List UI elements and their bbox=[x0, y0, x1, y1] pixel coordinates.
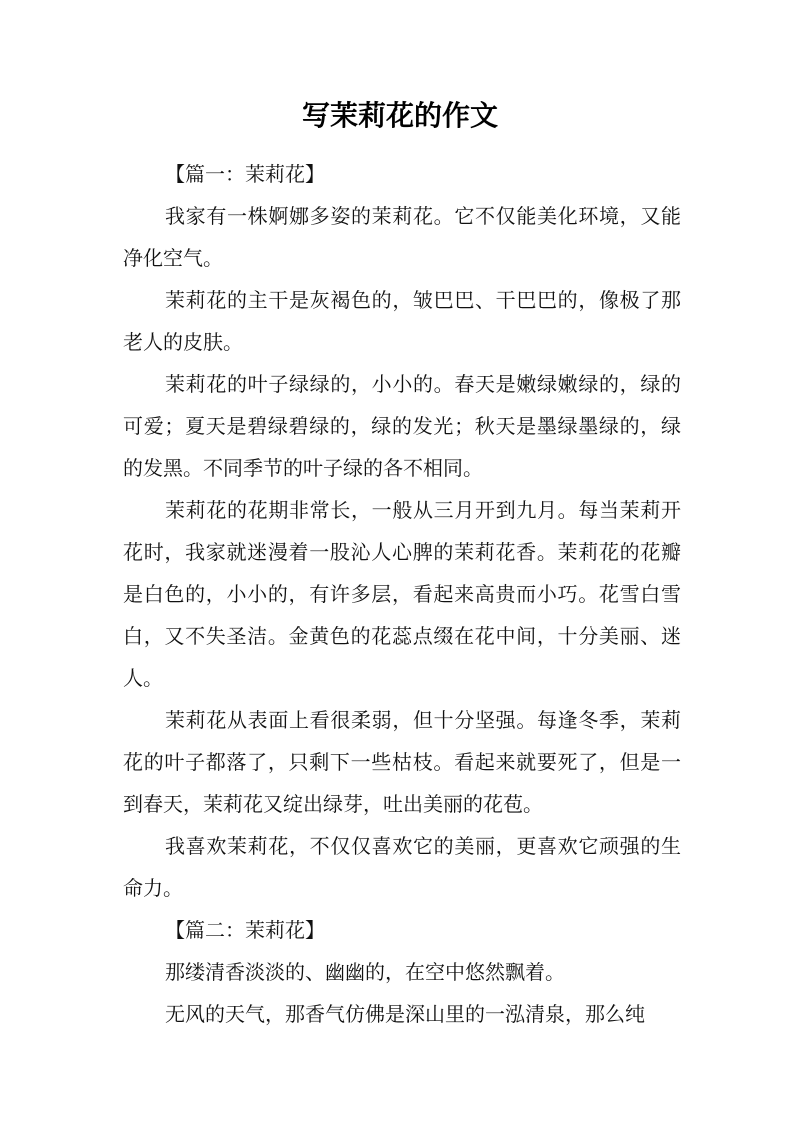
paragraph: 我家有一株婀娜多姿的茉莉花。它不仅能美化环境，又能净化空气。 bbox=[123, 204, 681, 270]
paragraph: 我喜欢茉莉花，不仅仅喜欢它的美丽，更喜欢它顽强的生命力。 bbox=[123, 834, 681, 900]
paragraph: 茉莉花从表面上看很柔弱，但十分坚强。每逢冬季，茉莉花的叶子都落了，只剩下一些枯枝。看起来就要死了，但是一到春天，茉莉花又绽出绿芽，吐出美丽的花苞。 bbox=[123, 708, 681, 816]
paragraph: 茉莉花的花期非常长，一般从三月开到九月。每当茉莉开花时，我家就迷漫着一股沁人心脾的茉莉花香。茉莉花的花瓣是白色的，小小的，有许多层，看起来高贵而小巧。花雪白雪白，又不失圣洁。金黄色的花蕊点缀在花中间，十分美丽、迷人。 bbox=[123, 498, 681, 690]
paragraph: 那缕清香淡淡的、幽幽的，在空中悠然飘着。 bbox=[165, 960, 565, 984]
section-heading: 【篇二：茉莉花】 bbox=[165, 918, 325, 942]
paragraph: 无风的天气，那香气仿佛是深山里的一泓清泉，那么纯 bbox=[165, 1002, 645, 1026]
document-body bbox=[123, 153, 681, 1035]
paragraph: 茉莉花的主干是灰褐色的，皱巴巴、干巴巴的，像极了那老人的皮肤。 bbox=[123, 288, 681, 354]
paragraph: 茉莉花的叶子绿绿的，小小的。春天是嫩绿嫩绿的，绿的可爱；夏天是碧绿碧绿的，绿的发光；秋天是墨绿墨绿的，绿的发黑。不同季节的叶子绿的各不相同。 bbox=[123, 372, 681, 480]
section-heading: 【篇一：茉莉花】 bbox=[165, 162, 325, 186]
document-title: 写茉莉花的作文 bbox=[301, 99, 498, 132]
